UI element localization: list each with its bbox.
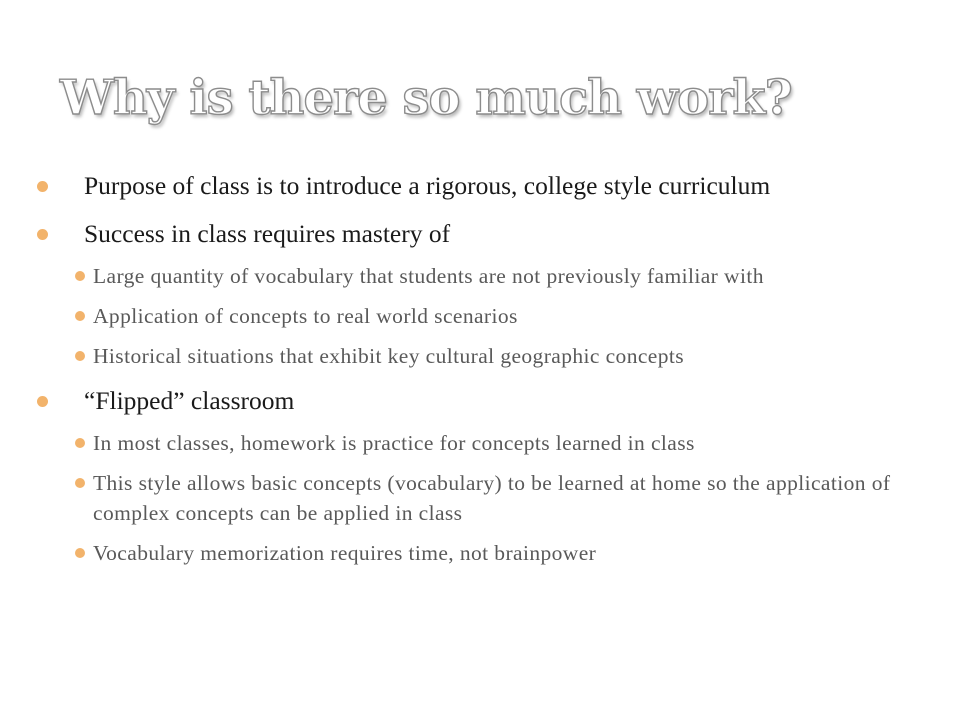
sub-bullet-text: In most classes, homework is practice for concepts learned in class [93,431,695,455]
bullet-text: Purpose of class is to introduce a rigorous, college style curriculum [84,171,771,200]
sub-bullet-text: Large quantity of vocabulary that students are not previously familiar with [93,264,764,288]
bullet-dot-icon [37,181,48,192]
sub-bullet-dot-icon [75,548,85,558]
sub-bullet-dot-icon [75,351,85,361]
bullet-text: Success in class requires mastery of [84,219,451,248]
sub-bullet-dot-icon [75,271,85,281]
sub-bullet-dot-icon [75,478,85,488]
sub-bullet-text: Vocabulary memorization requires time, not brainpower [93,541,597,565]
bullet-item [24,170,944,201]
sub-bullet-item [24,261,944,291]
bullet-dot-icon [37,396,48,407]
sub-bullet-list [24,428,944,568]
sub-bullet-text: This style allows basic concepts (vocabulary) to be learned at home so the application of complex concepts can be applied in class [93,471,891,525]
slide-title: Why is there so much work? [60,70,792,126]
sub-bullet-dot-icon [75,438,85,448]
sub-bullet-item [24,538,944,568]
bullet-text: “Flipped” classroom [84,386,295,415]
sub-bullet-text: Historical situations that exhibit key cultural geographic concepts [93,344,685,368]
bullet-dot-icon [37,229,48,240]
sub-bullet-text: Application of concepts to real world scenarios [93,304,518,328]
bullet-item [24,385,944,416]
sub-bullet-item [24,428,944,458]
sub-bullet-dot-icon [75,311,85,321]
sub-bullet-item [24,301,944,331]
sub-bullet-item [24,468,944,528]
sub-bullet-list [24,261,944,371]
bullet-item [24,218,944,249]
bullet-list [24,170,944,578]
sub-bullet-item [24,341,944,371]
